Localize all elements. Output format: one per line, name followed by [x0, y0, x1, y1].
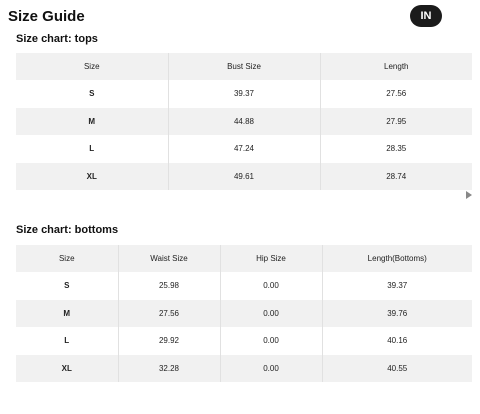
bust-size-cell: 39.37 [168, 80, 320, 108]
column-header-size: Size [16, 53, 168, 80]
length-cell: 39.76 [322, 300, 472, 328]
length-cell: 27.95 [320, 108, 472, 136]
length-cell: 27.56 [386, 89, 407, 99]
column-header-size: Size [16, 245, 118, 272]
table-row [16, 327, 472, 355]
size-cell: XL [16, 163, 168, 191]
hip-size-cell: 0.00 [220, 272, 322, 300]
tops-section-title: Size chart: tops [16, 33, 98, 45]
size-cell: S [16, 272, 118, 300]
bottoms-section-title: Size chart: bottoms [16, 224, 119, 236]
waist-size-cell: 27.56 [118, 300, 220, 328]
waist-size-cell: 32.28 [118, 355, 220, 383]
size-cell: L [16, 327, 118, 355]
waist-size-cell: 29.92 [118, 327, 220, 355]
length-cell: 40.55 [322, 355, 472, 383]
size-cell: M [16, 300, 118, 328]
table-row [16, 163, 472, 191]
length-cell: 39.37 [387, 281, 408, 291]
table-row [16, 135, 472, 163]
unit-toggle-button[interactable]: IN [410, 5, 442, 27]
table-row [16, 300, 472, 328]
bust-size-cell: 47.24 [168, 135, 320, 163]
hip-size-cell: 0.00 [220, 327, 322, 355]
bottoms-size-table [16, 245, 472, 382]
bust-size-cell: 49.61 [168, 163, 320, 191]
size-guide-header [8, 8, 448, 28]
table-header-row [16, 245, 472, 272]
table-header-row [16, 53, 472, 80]
table-row [16, 108, 472, 136]
hip-size-cell: 0.00 [220, 355, 322, 383]
waist-size-cell: 25.98 [118, 272, 220, 300]
hip-size-cell: 0.00 [220, 300, 322, 328]
length-cell: 28.74 [320, 163, 472, 191]
column-header-bust-size: Bust Size [168, 53, 320, 80]
page-title: Size Guide [8, 8, 85, 25]
column-header-waist-size: Waist Size [118, 245, 220, 272]
table-row [16, 355, 472, 383]
bust-size-cell: 44.88 [168, 108, 320, 136]
tops-size-table [16, 53, 472, 190]
scroll-right-icon[interactable] [466, 191, 472, 199]
column-header-length-bottoms: Length(Bottoms) [322, 245, 472, 272]
table-row [16, 272, 472, 300]
table-row [16, 80, 472, 108]
tops-table-scrollbar[interactable] [120, 191, 472, 201]
length-cell: 40.16 [387, 336, 408, 346]
size-cell: S [16, 80, 168, 108]
length-cell: 28.35 [386, 144, 407, 154]
column-header-length: Length [320, 53, 472, 80]
column-header-hip-size: Hip Size [220, 245, 322, 272]
size-cell: XL [16, 355, 118, 383]
size-cell: L [16, 135, 168, 163]
size-cell: M [16, 108, 168, 136]
